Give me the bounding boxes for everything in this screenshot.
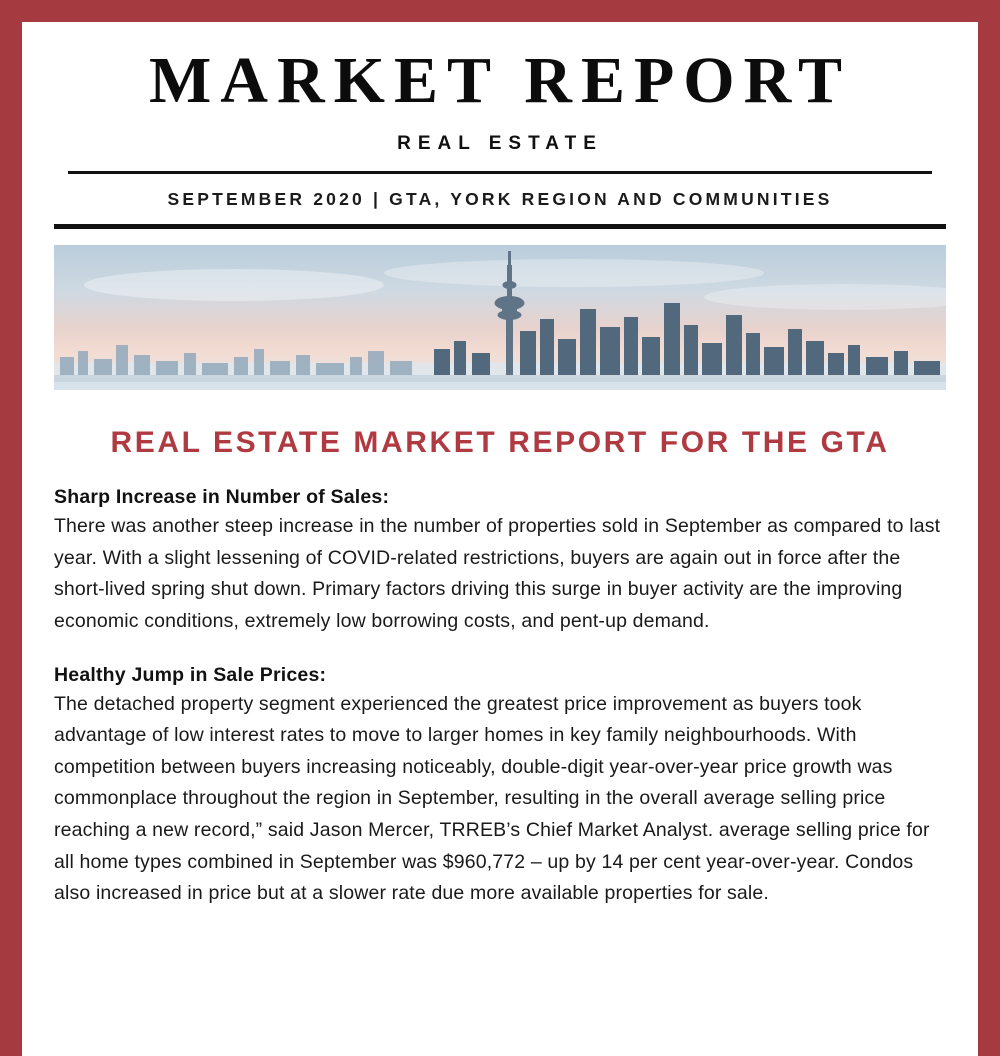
page-title: MARKET REPORT — [148, 44, 851, 117]
toronto-skyline-photo — [54, 245, 946, 390]
block-body-sales: There was another steep increase in the number of properties sold in September as compared to last year. With a slight lessening of COVID-related restrictions, buyers are again out in force after the short-lived spring shut down. Primary factors driving this surge in buyer activity are the improving economic conditions, extremely low borrowing costs, and pent-up demand. — [54, 515, 941, 633]
section-title: REAL ESTATE MARKET REPORT FOR THE GTA — [110, 426, 890, 460]
block-heading-prices: Healthy Jump in Sale Prices: — [54, 663, 327, 686]
report-page — [22, 22, 978, 1056]
masthead-divider-thin — [68, 171, 932, 174]
article-block-1 — [54, 486, 946, 637]
hero-wrap — [22, 245, 978, 390]
block-body-prices: The detached property segment experienced the greatest price improvement as buyers took advantage of low interest rates to move to larger homes in key family neighbourhoods. With competition between buyers increasing noticeably, double-digit year-over-year price growth was commonplace throughout the region in September, resulting in the overall average selling price reaching a new record,” said Jason Mercer, TRREB’s Chief Market Analyst. average selling price for all home types combined in September was $960,772 – up by 14 per cent year-over-year. Condos also increased in price but at a slower rate due more available properties for sale. — [54, 692, 930, 905]
page-inner — [22, 46, 978, 210]
issue-line: SEPTEMBER 2020 | GTA, YORK REGION AND COMMUNITIES — [167, 189, 833, 210]
masthead-divider-wrap — [22, 224, 978, 229]
article-body — [22, 426, 978, 909]
article-block-2 — [54, 664, 946, 910]
masthead-divider-thick — [54, 224, 946, 229]
block-heading-sales: Sharp Increase in Number of Sales: — [54, 486, 390, 509]
masthead-subtitle: REAL ESTATE — [397, 133, 603, 155]
